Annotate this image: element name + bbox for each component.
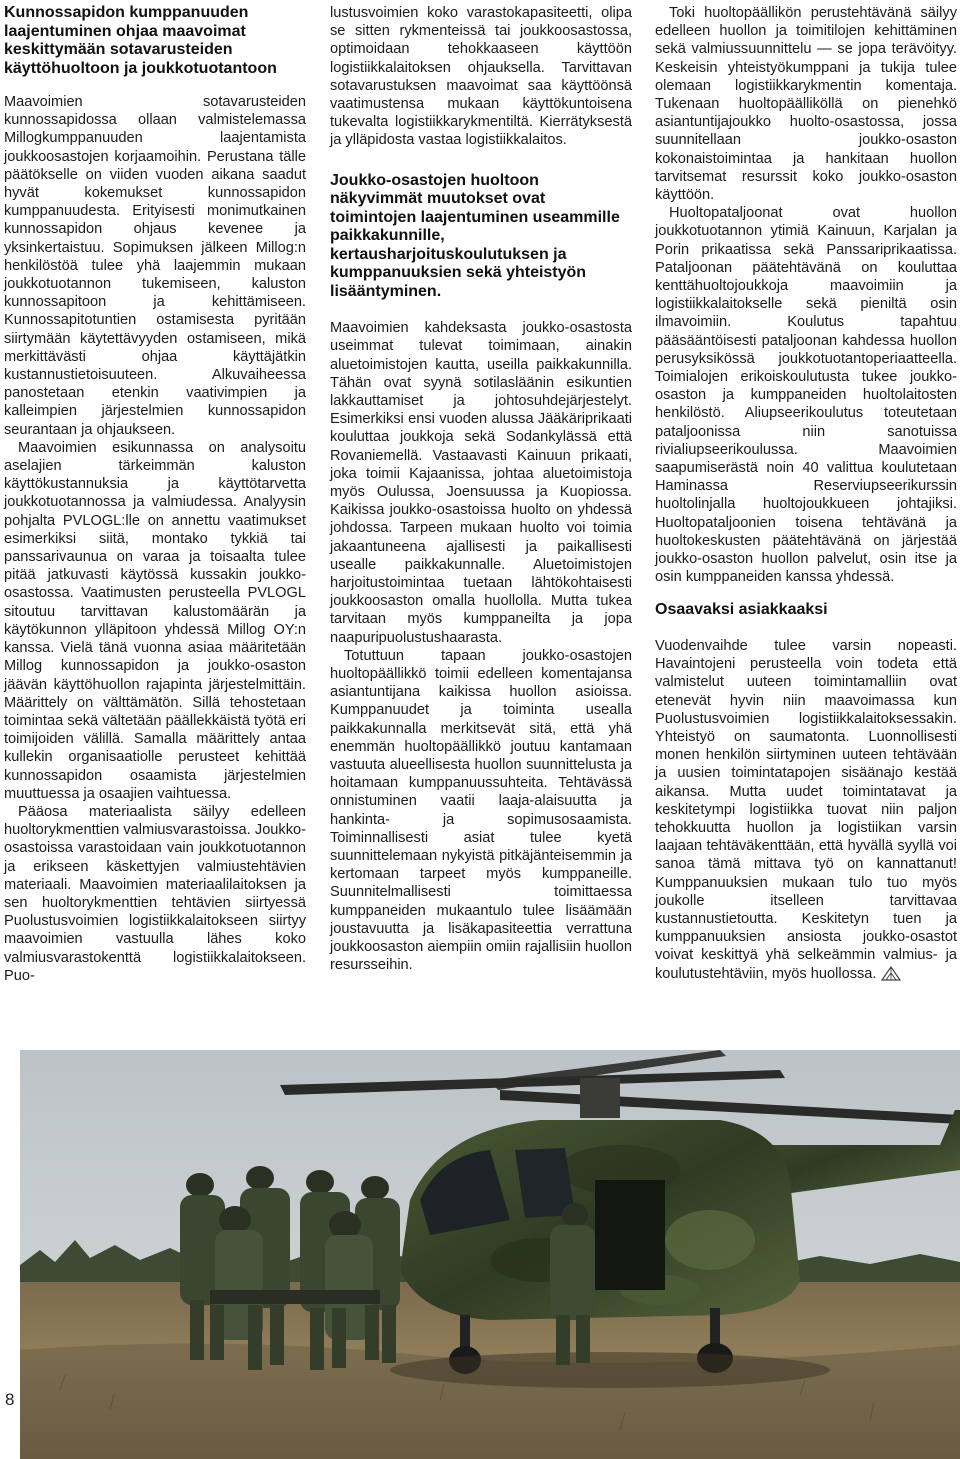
photo-illustration — [20, 1050, 960, 1459]
paragraph: Totuttuun tapaan joukko-osastojen huoltopäällikkö toimii edelleen komentajansa asiantuntijana kaikissa huollon asioissa. Kumppanuudet ja toiminta usealla paikkakunnalla merkitsevät sitä, että yhä enemmän huoltopäällikkö joutuu kantamaan vastuuta alueellisesta huollon suunnittelusta ja hoitamaan kumppanuussuhteita. Tehtävässä onnistuminen vaatii laaja-alaisuutta ja hankinta- ja sopimusosaamista. Toiminnallisesti asiat tulee kyetä suunnittelemaan nykyistä pitkäjänteisemmin ja kertomaan tarpeet myös kumppaneille. Suunnitelmallisesti toimittaessa kumppaneiden mukaantulo tulee lisäämään joustavuutta ja lisäkapasiteettia verrattuna joukkoosaston aiempiin omiin rajallisiin huollon resursseihin. — [330, 647, 632, 974]
paragraph: Maavoimien sotavarusteiden kunnossapidossa ollaan valmistelemassa Millogkumppanuuden laajentamista joukkoosastojen korjaamoihin. Perustana tälle päätökselle on viiden vuoden aikana saadut hyvät kokemukset kunnossapidon kumppanuudesta. Erityisesti monimutkainen kunnossapidon ohjaus kevenee ja yksinkertaistuu. Sopimuksen jälkeen Millog:n henkilöstöä tulee yhä laajemmin mukaan joukkotuotannon tukemiseen, kaluston kunnossapitoon ja kehittämiseen. Kunnossapitotuntien ostamisesta pyritään siirtymään käytettävyyden ostamiseen, mikä merkittävästi ohjaa käyttäjätkin kustannustietoisuuteen. Alkuvaiheessa panostetaan etenkin vaativimpien ja kalleimpien järjestelmien kunnossapidon seurantaan ja ohjaukseen. — [4, 94, 306, 438]
column-3 — [655, 4, 957, 983]
end-of-article-triangle-icon — [880, 965, 902, 981]
paragraph-text: Vuodenvaihde tulee varsin nopeasti. Havaintojeni perusteella voin todeta että valmistelut uuteen toimintamalliin ovat etenevät hyvin niin maavoimassa kun Puolustusvoimien logistiikkalaitoksessakin. Yhteistyö on saumatonta. Luonnollisesti monen henkilön siirtyminen uuteen tehtävään ja uusien toimintatapojen sisäänajo kestää aikansa. Mutta uudet toimintatavat ja keskitetympi logistiikka tuovat niin paljon tehokkuutta huollon ja logistiikan varsin laajaan tehtäväkenttään, että hyvällä syyllä voi sanoa tämä mittava työ on kannattanut! Kumppanuuksien mukaan tulo tuo myös joukolle itselleen tarvittavaa kustannustietoutta. Keskitetyn tuen ja kumppanuuksien ansiosta joukko-osastot voivat keskittyä yhä selkeämmin valmius- ja koulutustehtäviin, myös huollossa. — [655, 638, 957, 982]
paragraph: Toki huoltopäällikön perustehtävänä säilyy edelleen huollon ja toimitilojen kehittäminen sekä valmiussuunnittelu — se jopa terävöityy. Keskeisin yhteistyökumppani ja tukija tulee olemaan logistiikkarykmentin komentaja. Tukenaan huoltopäälliköllä on pienehkö asiantuntijajoukko huolto-osastossa, jossa suunnitellaan joukko-osaston kokonaistoimintaa ja hankitaan huollon tarvitsemat resurssit koko joukko-osaston käyttöön. — [655, 5, 957, 204]
page-number: 8 — [5, 1390, 15, 1409]
paragraph: Pääosa materiaalista säilyy edelleen huoltorykmenttien valmiusvarastoissa. Joukko-osastoissa varastoidaan vain joukkotuotannon ja erikseen käskettyjen valmiustehtävien materiaali. Maavoimien materiaalilaitoksen ja sen huoltorykmenttien tehtävien siirtyessä Puolustusvoimien logistiikkalaitokseen siirtyy maavoimien vastuulla lähes koko valmiusvarastokenttä logistiikkalaitokseen. Puo- — [4, 803, 306, 984]
paragraph: Huoltopataljoonat ovat huollon joukkotuotannon ytimiä Kainuun, Karjalan ja Porin prikaatissa sekä Panssariprikaatissa. Pataljoonan päätehtävänä on kouluttaa kenttähuoltojoukkoja maavoimiin ja logistiikkalaitokselle sekä pieniltä osin ilmavoimiin. Koulutus tapahtuu pääsääntöisesti pataljoonan kahdessa huollon perusyksikössä joukkotuotantoperiaatteella. Toimialojen erikoiskoulutusta tukee joukko-osaston ja kumppaneiden huoltolaitosten henkilöstö. Aliupseerikoulutus toteutetaan pataljoonissa niin sanotuissa rivialiupseerikoulussa. Maavoimien saapumiserästä noin 40 valittua koulutetaan Haminassa Reserviupseerikurssin huoltolinjalla huoltojoukkueen johtajiksi. Huoltopataljoonien toisena tehtävänä ja huoltokeskusten päätehtävänä on järjestää joukko-osaston huollon palvelut, osin itse ja osin kumppaneiden kanssa yhdessä. — [655, 205, 957, 586]
column-1 — [4, 4, 306, 985]
paragraph: Maavoimien esikunnassa on analysoitu aselajien tärkeimmän kaluston käyttökustannuksia ja käyttötarvetta joukkotuotannossa ja valmiudessa. Analyysin pohjalta PVLOGL:lle on annettu vaatimukset esimerkiksi siitä, montako tykkiä tai panssarivaunua on varaa ja toisaalta tulee pitää jatkuvasti käytössä kussakin joukko-osastossa. Vaatimusten perusteella PVLOGL sitoutuu tarvittavan kalustomäärän ja käytökunnon ylläpitoon yhdessä Millog OY:n kanssa. Vielä tänä vuonna asiaa määritetään Millog kunnossapidon ja joukko-osaston jäävän käyttöhuollon rajapinta järjestelmittäin. Määrittely on välttämätön. Sillä tehostetaan toimintaa sekä vältetään päällekkäistä työtä eri toimijoiden välillä. Samalla määrittely antaa kullekin organisaatiolle perusteet kehittää kunnossapidon osaamista järjestelmien muuttuessa ja osaajien vaihtuessa. — [4, 439, 306, 802]
helicopter-soldiers-photo — [20, 1050, 960, 1459]
column-2 — [330, 4, 632, 974]
article-headline: Kunnossapidon kumppanuuden laajentuminen ohjaa maavoimat keskittymään sotavarusteiden käyttöhuoltoon ja joukkotuotantoon — [4, 4, 277, 77]
final-paragraph — [655, 637, 957, 983]
paragraph: Maavoimien kahdeksasta joukko-osastosta useimmat tulevat toimimaan, ainakin aluetoimistojen kautta, useilla paikkakunnilla. Tähän ovat syynä sotilasläänin esikuntien lakkauttamiset ja johtosuhdejärjestelyt. Esimerkiksi ensi vuoden alussa Jääkäriprikaati kouluttaa joukkoja sekä Sodankylässä että Rovaniemellä. Vastaavasti Kainuun prikaati, joka toimii Kajaanissa, johtaa aluetoimistoja myös Oulussa, Joensuussa ja Kuopiossa. Kaikissa joukko-osastoissa huolto on yhdessä johdossa. Tarpeen mukaan huolto voi toimia jakaantuneena ajallisesti ja paikallisesti usealle paikkakunnalle. Aluetoimistojen harjoitustoimintaa tuetaan lähtökohtaisesti joukkoosaston omalla huollolla. Mutta tukea tarvitaan myös kumppaneilta ja jopa naapuripuolustushaarasta. — [330, 320, 632, 646]
section-heading: Osaavaksi asiakkaaksi — [655, 600, 828, 618]
paragraph: lustusvoimien koko varastokapasiteetti, olipa se sitten rykmenteissä tai joukkoosastossa, optimoidaan tehokkaaseen käyttöön logistiikkalaitoksen ohjauksella. Tarvittavan sotavarustuksen maavoimat saa käyttöönsä vaatimustensa mukaan käyttökuntoisena tukevalta logistiikkarykmentiltä. Kierrätyksestä ja ylläpidosta vastaa logistiikkalaitos. — [330, 5, 632, 149]
article-subheading: Joukko-osastojen huoltoon näkyvimmät muutokset ovat toimintojen laajentuminen useammille paikkakunnille, kertausharjoituskoulutuksen ja kumppanuuksien sekä yhteistyön lisääntyminen. — [330, 171, 620, 300]
